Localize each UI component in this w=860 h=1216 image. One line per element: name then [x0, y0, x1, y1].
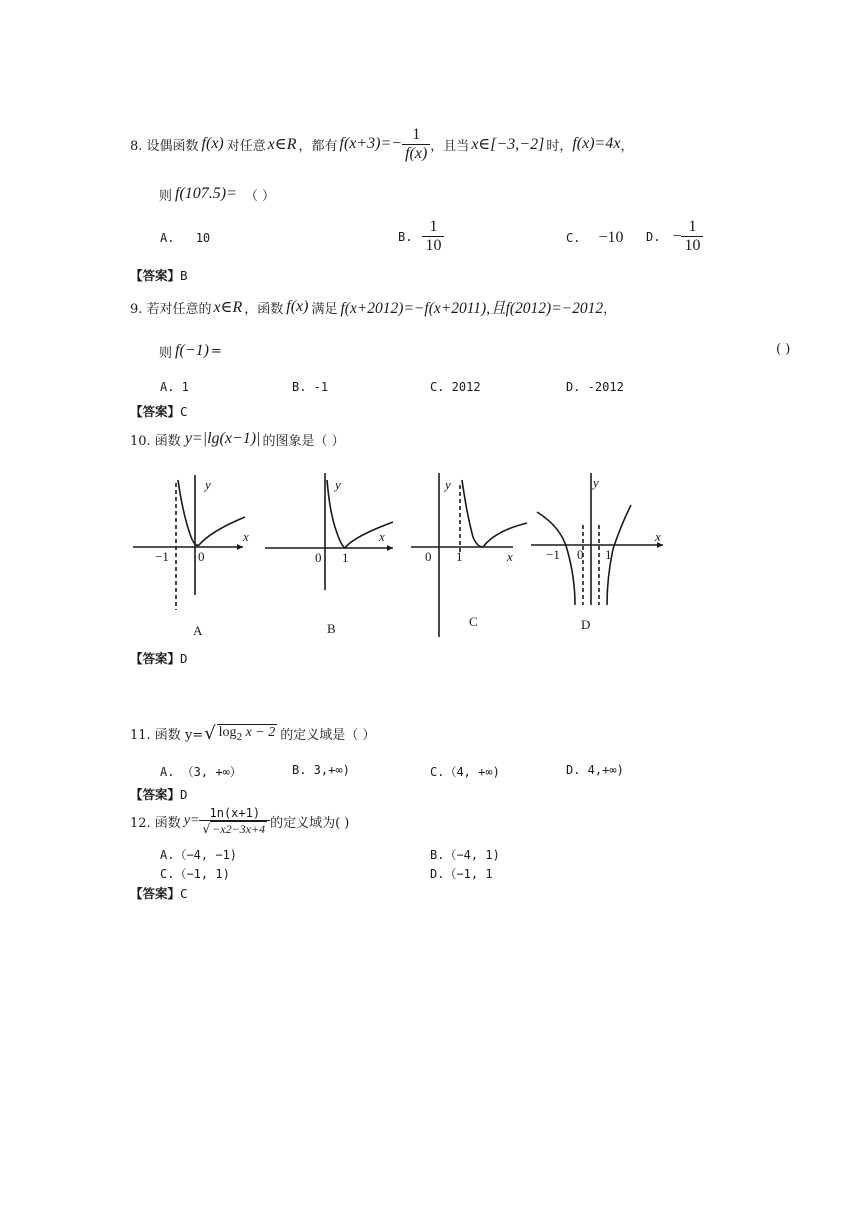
q11-suffix: 的定义域是（ ） [280, 727, 376, 743]
q11-log: log [218, 724, 237, 740]
q8-frac-num: 1 [402, 126, 430, 145]
q8-answer-label: 【答案】 [130, 268, 181, 283]
q9-line2-pre: 则 [159, 345, 173, 361]
q8-option-d[interactable] [646, 218, 703, 255]
graph-c-zero-label: 0 [425, 549, 432, 564]
q11-option-a[interactable]: A. （3, +∞） [160, 765, 242, 779]
graph-b-one-label: 1 [342, 550, 349, 565]
q11-option-d[interactable]: D. 4,+∞) [566, 763, 624, 777]
q9-answer-label: 【答案】 [130, 404, 181, 419]
q11-answer-label: 【答案】 [130, 787, 181, 802]
q9-line2-expr: f(−1) [175, 342, 209, 359]
q12-suffix: 的定义域为( ) [270, 815, 350, 831]
graph-b-caption: B [327, 621, 336, 636]
q11-answer [130, 785, 188, 803]
graph-a-caption: A [193, 623, 203, 638]
q8-prefix: 8. 设偶函数 [130, 138, 199, 154]
q8-t2: ，都有 [298, 138, 338, 154]
graph-b[interactable] [265, 473, 393, 590]
q8-option-b-fraction [422, 218, 444, 255]
q12-frac-num: 1n(x+1) [199, 806, 270, 821]
q8-option-b-den: 10 [425, 237, 442, 254]
q8-t1: 对任意 [226, 138, 266, 154]
graph-b-zero-label: 0 [315, 550, 322, 565]
q12-answer-label: 【答案】 [130, 886, 181, 901]
q8-option-c-label: C. [566, 231, 581, 245]
q8-line2-pre: 则 [159, 188, 173, 204]
q8-option-b[interactable] [398, 218, 444, 255]
q9-t3: ， [603, 301, 617, 317]
q11-answer-value: D [180, 787, 188, 802]
q8-option-c-value: −10 [598, 229, 624, 246]
q8-option-d-den: 10 [684, 237, 701, 254]
q9-t1: ，函数 [244, 301, 284, 317]
graph-d-one-label: 1 [605, 547, 612, 562]
q12-option-b[interactable]: B.（−4, 1) [430, 848, 500, 862]
q12-frac-den [199, 821, 270, 837]
q12-answer-value: C [180, 886, 188, 901]
q8-cond: x∈[−3,−2] [471, 136, 545, 153]
q11-prefix: 11. 函数 y= [130, 727, 204, 743]
q10-line1 [130, 428, 345, 450]
graph-c-caption: C [469, 614, 478, 629]
q10-prefix: 10. 函数 [130, 433, 181, 449]
q8-option-a[interactable] [160, 231, 210, 245]
q9-eq: f(x+2012)=−f(x+2011),且f(2012)=−2012 [340, 300, 604, 317]
q11-option-c[interactable]: C.（4, +∞) [430, 765, 500, 779]
q8-line2-expr: f(107.5)= [175, 185, 237, 202]
q8-option-d-label: D. [646, 229, 661, 244]
q9-paren: ( ) [776, 342, 791, 357]
q11-line1 [130, 720, 375, 746]
graph-d-zero-label: 0 [577, 547, 584, 562]
radical-icon: √ [202, 821, 211, 836]
q8-paren: （ ） [244, 188, 276, 204]
graph-d-y-label: y [593, 475, 599, 490]
graph-b-x-label: x [379, 529, 385, 544]
q8-option-c[interactable] [566, 229, 623, 247]
q9-fx: f(x) [286, 298, 309, 315]
q10-suffix: 的图象是（ ） [262, 433, 345, 449]
q11-option-b[interactable]: B. 3,+∞) [292, 763, 350, 777]
q9-line1 [130, 295, 616, 319]
q8-option-a-label: A. [160, 231, 175, 245]
q8-option-b-num: 1 [422, 218, 444, 237]
q11-sqrt-tail: x − 2 [242, 724, 276, 740]
graph-d-caption: D [581, 617, 591, 632]
q12-option-c[interactable]: C.（−1, 1) [160, 867, 230, 881]
q9-t2: 满足 [311, 301, 338, 317]
q8-option-d-sign: − [672, 227, 682, 245]
q12-prefix: 12. 函数 [130, 815, 181, 831]
graph-a-curve [178, 480, 245, 545]
q9-answer [130, 402, 188, 420]
q8-fraction [402, 126, 430, 163]
q10-graphs-figure [125, 465, 685, 645]
q9-xinR: x∈R [213, 299, 243, 316]
q12-line1 [130, 802, 349, 840]
q12-frac-den-sqrt: −x2−3x+4 [212, 821, 266, 836]
q10-answer-value: D [180, 651, 188, 666]
q9-line2 [159, 340, 222, 362]
q11-sqrt [217, 724, 278, 743]
q8-option-d-num: 1 [681, 218, 703, 237]
q9-line2-eq: = [210, 343, 222, 359]
q8-answer [130, 266, 188, 284]
graph-c-y-label: y [445, 477, 451, 492]
graph-d[interactable] [531, 473, 663, 605]
graph-b-y-label: y [335, 477, 341, 492]
q12-y: y= [183, 813, 200, 828]
q8-option-b-label: B. [398, 229, 413, 244]
q8-lhs: f(x+3)=− [339, 135, 403, 152]
q9-prefix: 9. 若对任意的 [130, 301, 212, 317]
q9-answer-value: C [180, 404, 188, 419]
graph-c-curve [462, 480, 527, 547]
q8-t3: ，且当 [430, 138, 470, 154]
q9-option-d[interactable]: D. -2012 [566, 380, 624, 394]
q9-option-c[interactable]: C. 2012 [430, 380, 481, 394]
q8-option-a-value: 10 [195, 231, 211, 245]
q8-frac-den: f(x) [405, 144, 428, 162]
q10-answer [130, 649, 188, 667]
graph-c-one-label: 1 [456, 549, 463, 564]
q8-t4: 时， [546, 138, 573, 154]
q8-def: f(x)=4x [572, 135, 621, 152]
q11-log-base: 2 [236, 730, 243, 743]
q8-answer-value: B [180, 268, 188, 283]
q8-option-d-fraction [681, 218, 703, 255]
graph-d-x-label: x [655, 529, 661, 544]
graph-a-y-label: y [205, 477, 211, 492]
q9-option-b[interactable]: B. -1 [292, 380, 329, 394]
graph-a-neg1-label: −1 [155, 549, 169, 564]
q12-answer [130, 884, 188, 902]
q12-option-a[interactable]: A.（−4, −1) [160, 848, 238, 862]
q12-option-d[interactable]: D.（−1, 1 [430, 867, 493, 881]
q10-answer-label: 【答案】 [130, 651, 181, 666]
q9-option-a[interactable]: A. 1 [160, 380, 189, 394]
q10-expr: y=|lg(x−1)| [184, 430, 261, 447]
graph-a-zero-label: 0 [198, 549, 205, 564]
q8-t5: ， [620, 138, 634, 154]
graph-a-x-label: x [243, 529, 249, 544]
graph-c-x-label: x [507, 549, 513, 564]
graph-a[interactable] [133, 475, 245, 610]
graph-d-neg1-label: −1 [546, 547, 560, 562]
q8-line2 [159, 183, 275, 205]
q8-line1 [130, 120, 633, 168]
q8-fx: f(x) [201, 135, 224, 152]
radical-icon: √ [204, 722, 216, 744]
q12-fraction [199, 806, 270, 837]
q8-xinR: x∈R [267, 136, 297, 153]
